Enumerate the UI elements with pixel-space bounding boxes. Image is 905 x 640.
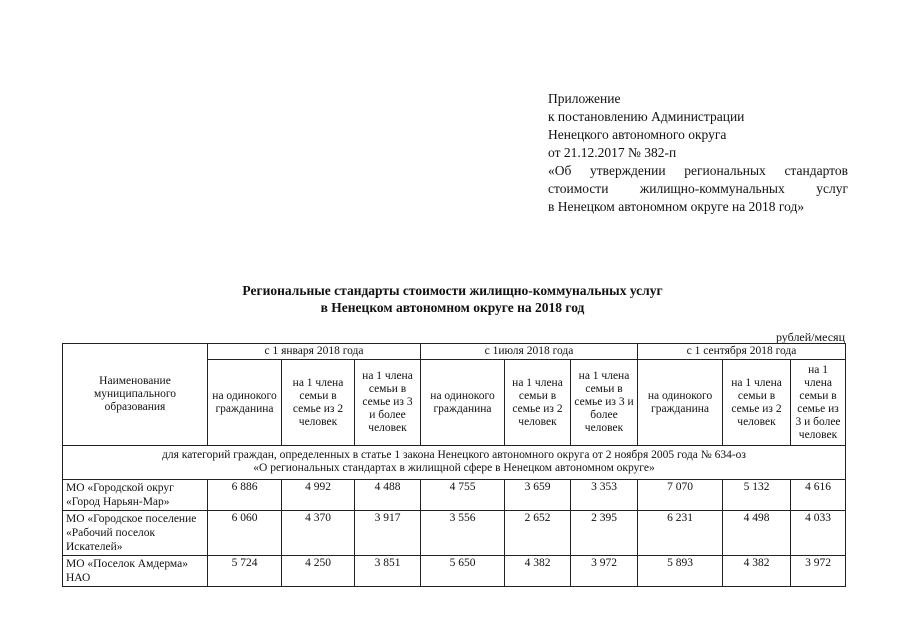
title-line: в Ненецком автономном округе на 2018 год [320, 300, 585, 315]
value-cell: 4 498 [723, 511, 791, 556]
value-cell: 6 231 [638, 511, 723, 556]
value-cell: 4 616 [791, 480, 846, 511]
period-header: с 1 сентября 2018 года [638, 344, 846, 360]
value-cell: 4 382 [723, 556, 791, 587]
table-row [63, 480, 846, 511]
value-cell: 4 370 [282, 511, 355, 556]
appendix-line: Приложение [548, 91, 621, 106]
value-cell: 3 659 [505, 480, 571, 511]
row-name: МО «Городское поселение «Рабочий поселок Искателей» [63, 511, 208, 556]
value-cell: 3 972 [571, 556, 638, 587]
units-label: рублей/месяц [775, 330, 845, 344]
category-note [63, 446, 846, 480]
sub-header: на одинокого гражданина [638, 360, 723, 446]
row-name: МО «Поселок Амдерма» НАО [63, 556, 208, 587]
value-cell: 3 917 [355, 511, 421, 556]
appendix-block [548, 90, 848, 216]
row-name: МО «Городской округ «Город Нарьян-Мар» [63, 480, 208, 511]
value-cell: 3 556 [421, 511, 505, 556]
value-cell: 5 132 [723, 480, 791, 511]
appendix-line: стоимости жилищно-коммунальных услуг [548, 181, 848, 196]
value-cell: 5 650 [421, 556, 505, 587]
appendix-line: «Об утверждении региональных стандартов [548, 163, 848, 178]
category-line: для категорий граждан, определенных в статье 1 закона Ненецкого автономного округа от 2 ноября 2005 года № 634-оз [162, 449, 746, 461]
sub-header: на 1 члена семьи в семье из 2 человек [723, 360, 791, 446]
sub-header: на одинокого гражданина [208, 360, 282, 446]
value-cell: 2 395 [571, 511, 638, 556]
appendix-line: Ненецкого автономного округа [548, 127, 727, 142]
period-header-row [63, 344, 846, 360]
value-cell: 5 724 [208, 556, 282, 587]
sub-header: на 1 члена семьи в семье из 3 и более человек [571, 360, 638, 446]
value-cell: 4 382 [505, 556, 571, 587]
value-cell: 6 886 [208, 480, 282, 511]
value-cell: 3 972 [791, 556, 846, 587]
value-cell: 3 851 [355, 556, 421, 587]
table-row [63, 556, 846, 587]
value-cell: 6 060 [208, 511, 282, 556]
standards-table [62, 343, 846, 587]
value-cell: 4 033 [791, 511, 846, 556]
category-row [63, 446, 846, 480]
value-cell: 4 250 [282, 556, 355, 587]
period-header: с 1июля 2018 года [421, 344, 638, 360]
value-cell: 2 652 [505, 511, 571, 556]
value-cell: 3 353 [571, 480, 638, 511]
appendix-line: в Ненецком автономном округе на 2018 год» [548, 199, 805, 214]
value-cell: 5 893 [638, 556, 723, 587]
period-header: с 1 января 2018 года [208, 344, 421, 360]
document-title [200, 282, 705, 316]
appendix-line: от 21.12.2017 № 382-п [548, 145, 677, 160]
table-row [63, 511, 846, 556]
sub-header: на одинокого гражданина [421, 360, 505, 446]
value-cell: 7 070 [638, 480, 723, 511]
sub-header: на 1 члена семьи в семье из 3 и более человек [355, 360, 421, 446]
category-line: «О региональных стандартах в жилищной сфере в Ненецком автономном округе» [253, 462, 655, 474]
sub-header: на 1 члена семьи в семье из 3 и более человек [791, 360, 846, 446]
sub-header: на 1 члена семьи в семье из 2 человек [282, 360, 355, 446]
appendix-line: к постановлению Администрации [548, 109, 745, 124]
title-line: Региональные стандарты стоимости жилищно-коммунальных услуг [242, 283, 663, 298]
name-header: Наименование муниципального образования [63, 344, 208, 446]
value-cell: 4 755 [421, 480, 505, 511]
value-cell: 4 488 [355, 480, 421, 511]
value-cell: 4 992 [282, 480, 355, 511]
sub-header: на 1 члена семьи в семье из 2 человек [505, 360, 571, 446]
